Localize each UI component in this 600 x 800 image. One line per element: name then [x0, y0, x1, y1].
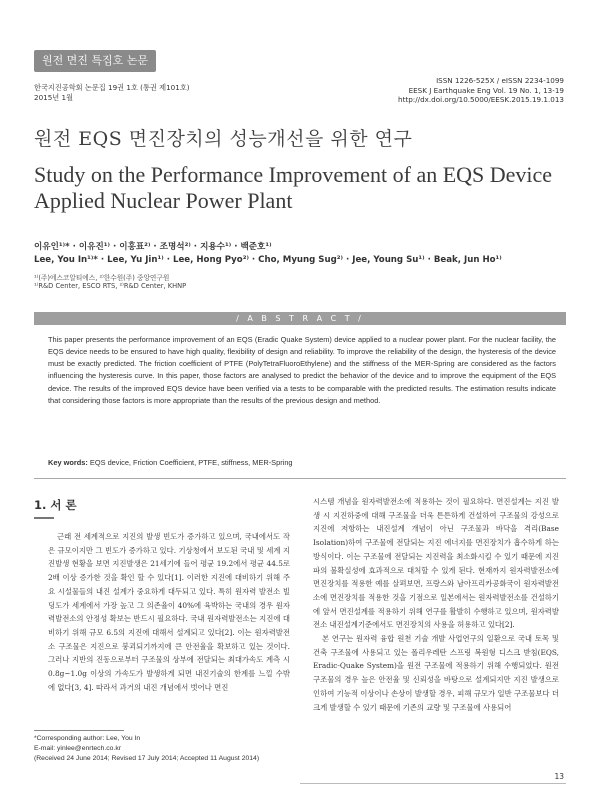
page-bottom-rule: [300, 783, 566, 784]
author-email[interactable]: E-mail: yinlee@enrtech.co.kr: [34, 745, 121, 752]
footnote: [34, 734, 294, 764]
body-paragraph: 시스템 개념을 원자력발전소에 적용하는 것이 필요하다. 면진설계는 지진 발생 시 지진하중에 대해 구조물을 더욱 튼튼하게 건설하여 구조물의 강성으로 지진에 저항하는 내진설계 개념이 아닌 구조물과 바닥을 격리(Base Isolation)하여 구조물에 전달되는 지진 에너지를 면진장치가 흡수하게 하는 방식이다. 이는 구조물에 전달되는 지진력을 최소화시킬 수 있기 때문에 지진파의 불확실성에 효과적으로 대처할 수 있게 된다. 현재까지 원자력발전소에 면진장치를 적용한 예를 살펴보면, 프랑스와 남아프리카공화국이 원자력발전소에 면진장치를 적용한 것을 기점으로 일본에서는 원자력발전소를 건설하기에 앞서 면진설계를 적용하기 위해 연구를 활발히 수행하고 있으며, 원자력발전소 내진설계기준에서도 면진장치의 사용을 허용하고 있다[2].: [313, 497, 559, 630]
abstract-heading: / A B S T R A C T /: [34, 312, 566, 325]
footnote-divider: [34, 730, 124, 731]
body-paragraph: 근래 전 세계적으로 지진의 발생 빈도가 증가하고 있으며, 국내에서도 작은 규모이지만 그 빈도가 증가하고 있다. 기상청에서 보도된 국내 및 세계 지진발생 현황을 보면 지진발생은 21세기에 들어 평균 19.2에서 평균 44.5로 2배 이상 증가한 것을 확인 할 수 있다[1]. 이러한 지진에 대비하기 위해 주요 시설물들의 내진 설계가 중요하게 대두되고 있다. 특히 원자력 발전소 빌딩도가 세계에서 가장 높고 그 의존율이 40%에 육박하는 국내의 경우 원자력발전소의 안정성 확보는 반드시 필요하다. 국내 원자력발전소는 지진에 대비하기 위해 규모 6.5의 지진에 대해서 설계되고 있다[2]. 이는 원자력발전소 구조물은 지진으로 붕괴되기까지에 큰 안전율을 확보하고 있는 것이다. 그러나 지반의 진동으로부터 구조물의 상부에 전달되는 최대가속도 계측 시 0.8g~1.0g 이상의 가속도가 발생하게 되면 내진기술의 한계를 느낄 수밖에 없다[3, 4]. 따라서 과거의 내진 개념에서 벗어나 면진: [48, 532, 290, 692]
authors-korean: 이유인¹⁾* · 이유진¹⁾ · 이홍표²⁾ · 조명석²⁾ · 지용수¹⁾ · 백준호¹⁾: [34, 242, 272, 252]
abstract-divider: [34, 478, 566, 479]
authors-english: Lee, You In¹⁾* · Lee, Yu Jin¹⁾ · Lee, Hong Pyo²⁾ · Cho, Myung Sug²⁾ · Jee, Young Su¹⁾ · Beak, Jun Ho¹⁾: [34, 255, 502, 265]
abstract-text: This paper presents the performance improvement of an EQS (Eradic Quake System) device applied to a nuclear power plant. For the nuclear facility, the EQS device needs to be ensured to have high quality, flexibility of design and reliability. To improve the reliability of the design, the hysteresis of the device must be exactly predicted. The friction coefficient of PTFE (PolyTetraFluoroEthylene) and the stiffness of the MER-Spring are considered as the factors influencing the hysteresis curve. In this paper, those factors are analysed to predict the behavior of the device and to improve the equipment of the EQS device. The results of the improved EQS device have been verified via a tests to be comparable with the predicted results. The estimation results indicate that considering those factors is more appropriate than the results of the previous design and method.: [48, 335, 556, 405]
journal-name-ko: 한국지진공학회 논문집 19권 1호 (통권 제101호): [34, 83, 190, 92]
special-issue-tag: 원전 면진 특집호 논문: [34, 50, 156, 72]
affiliation-korean: ¹⁾(주)에스코알티에스, ²⁾한수원(주) 중앙연구원: [34, 274, 170, 282]
title-english: Study on the Performance Improvement of an EQS Device Applied Nuclear Power Plant: [34, 162, 553, 213]
received-dates: (Received 24 June 2014; Revised 17 July 2014; Accepted 11 August 2014): [34, 755, 260, 762]
title-korean: 원전 EQS 면진장치의 성능개선을 위한 연구: [34, 128, 413, 150]
issue-date-ko: 2015년 1월: [34, 92, 74, 102]
journal-header-ko: [34, 83, 190, 102]
body-column-right: [313, 495, 559, 714]
corresponding-author: *Corresponding author: Lee, You In: [34, 735, 141, 742]
section-underline: [34, 517, 54, 519]
body-paragraph: 본 연구는 원자력 융합 원천 기술 개발 사업연구의 일환으로 국내 토목 및 건축 구조물에 사용되고 있는 폴리우레탄 스프링 복원형 디스크 받침(EQS, Eradic-Quake System)을 원전 구조물에 적용하기 위해 수행되었다. 원전 구조물의 경우 높은 안전율 및 신뢰성을 바탕으로 설계되지만 지진 발생으로 인하여 기능적 이상이나 손상이 발생할 경우, 피해 규모가 일반 구조물보다 더 크게 발생할 수 있기 때문에 기존의 교량 및 구조물에 사용되어: [313, 634, 559, 712]
body-column-left: [48, 530, 290, 694]
keywords: [48, 458, 556, 467]
issn: ISSN 1226-525X / eISSN 2234-1099: [436, 76, 564, 85]
journal-header-en: [398, 76, 564, 105]
doi-link[interactable]: http://dx.doi.org/10.5000/EESK.2015.19.1.013: [398, 95, 564, 104]
affiliation-english: ¹⁾R&D Center, ESCO RTS, ²⁾R&D Center, KHNP: [34, 282, 187, 290]
keywords-label: Key words:: [48, 458, 88, 467]
journal-name-en: EESK J Earthquake Eng Vol. 19 No. 1, 13-19: [408, 85, 564, 95]
page-number: 13: [554, 772, 564, 781]
section-title: 1. 서 론: [34, 498, 77, 512]
keywords-list: EQS device, Friction Coefficient, PTFE, stiffness, MER-Spring: [89, 458, 293, 467]
